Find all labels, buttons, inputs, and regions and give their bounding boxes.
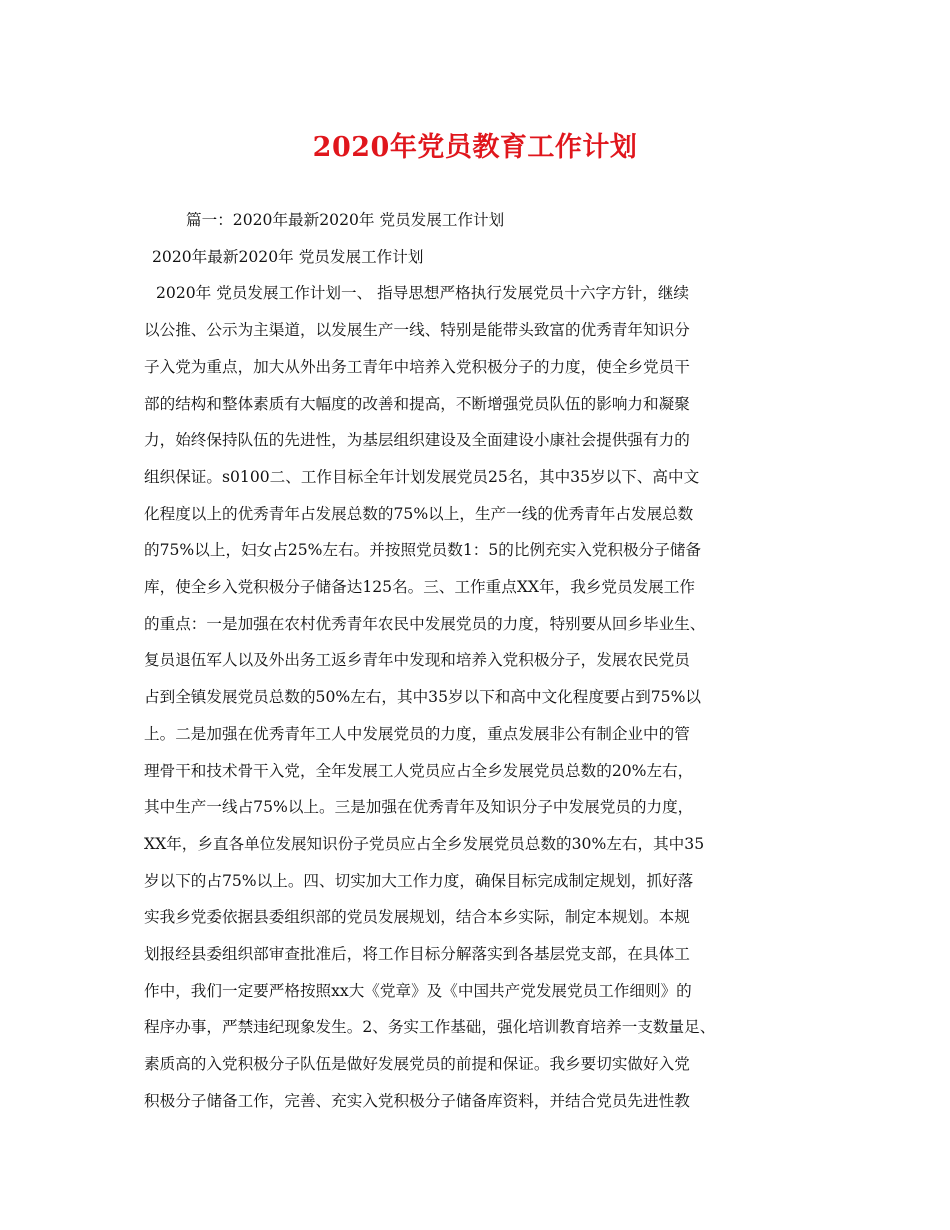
document-title: 2020年党员教育工作计划: [312, 132, 638, 163]
paragraph-line: 2020年最新2020年 党员发展工作计划: [152, 247, 424, 266]
paragraph-line: 实我乡党委依据县委组织部的党员发展规划，结合本乡实际，制定本规划。本规: [144, 908, 690, 927]
paragraph-line: 积极分子储备工作，完善、充实入党积极分子储备库资料，并结合党员先进性教: [144, 1091, 690, 1110]
paragraph-line: 复员退伍军人以及外出务工返乡青年中发现和培养入党积极分子，发展农民党员: [144, 651, 690, 670]
paragraph-line: 子入党为重点，加大从外出务工青年中培养入党积极分子的力度，使全乡党员干: [144, 357, 690, 376]
paragraph-line: 占到全镇发展党员总数的50%左右，其中35岁以下和高中文化程度要占到75%以: [144, 688, 701, 707]
paragraph-line: XX年，乡直各单位发展知识份子党员应占全乡发展党员总数的30%左右，其中35: [144, 834, 705, 853]
paragraph-line: 组织保证。s0100二、工作目标全年计划发展党员25名，其中35岁以下、高中文: [144, 467, 700, 486]
paragraph-line: 其中生产一线占75%以上。三是加强在优秀青年及知识分子中发展党员的力度，: [144, 798, 694, 817]
paragraph-line: 篇一：2020年最新2020年 党员发展工作计划: [186, 211, 505, 229]
paragraph-line: 素质高的入党积极分子队伍是做好发展党员的前提和保证。我乡要切实做好入党: [144, 1055, 690, 1074]
paragraph-line: 以公推、公示为主渠道，以发展生产一线、特别是能带头致富的优秀青年知识分: [144, 321, 690, 340]
paragraph-line: 化程度以上的优秀青年占发展总数的75%以上，生产一线的优秀青年占发展总数: [144, 504, 694, 523]
paragraph-line: 上。二是加强在优秀青年工人中发展党员的力度，重点发展非公有制企业中的管: [144, 724, 690, 743]
paragraph-line: 部的结构和整体素质有大幅度的改善和提高，不断增强党员队伍的影响力和凝聚: [144, 394, 690, 413]
paragraph-line: 作中，我们一定要严格按照xx大《党章》及《中国共产党发展党员工作细则》的: [144, 981, 692, 1000]
paragraph-line: 岁以下的占75%以上。四、切实加大工作力度，确保目标完成制定规划，抓好落: [144, 871, 694, 890]
paragraph-line: 划报经县委组织部审查批准后，将工作目标分解落实到各基层党支部，在具体工: [144, 945, 690, 963]
paragraph-line: 理骨干和技术骨干入党，全年发展工人党员应占全乡发展党员总数的20%左右，: [144, 761, 694, 780]
paragraph-line: 库，使全乡入党积极分子储备达125名。三、工作重点XX年，我乡党员发展工作: [144, 578, 695, 596]
paragraph-line: 的重点：一是加强在农村优秀青年农民中发展党员的力度，特别要从回乡毕业生、: [144, 614, 706, 633]
paragraph-line: 程序办事，严禁违纪现象发生。2、务实工作基础，强化培训教育培养一支数量足、: [144, 1018, 716, 1037]
paragraph-line: 的75%以上，妇女占25%左右。并按照党员数1：5的比例充实入党积极分子储备: [144, 541, 701, 560]
paragraph-line: 力，始终保持队伍的先进性，为基层组织建设及全面建设小康社会提供强有力的: [144, 431, 690, 450]
paragraph-line: 2020年 党员发展工作计划一、 指导思想严格执行发展党员十六字方针，继续: [156, 284, 690, 303]
